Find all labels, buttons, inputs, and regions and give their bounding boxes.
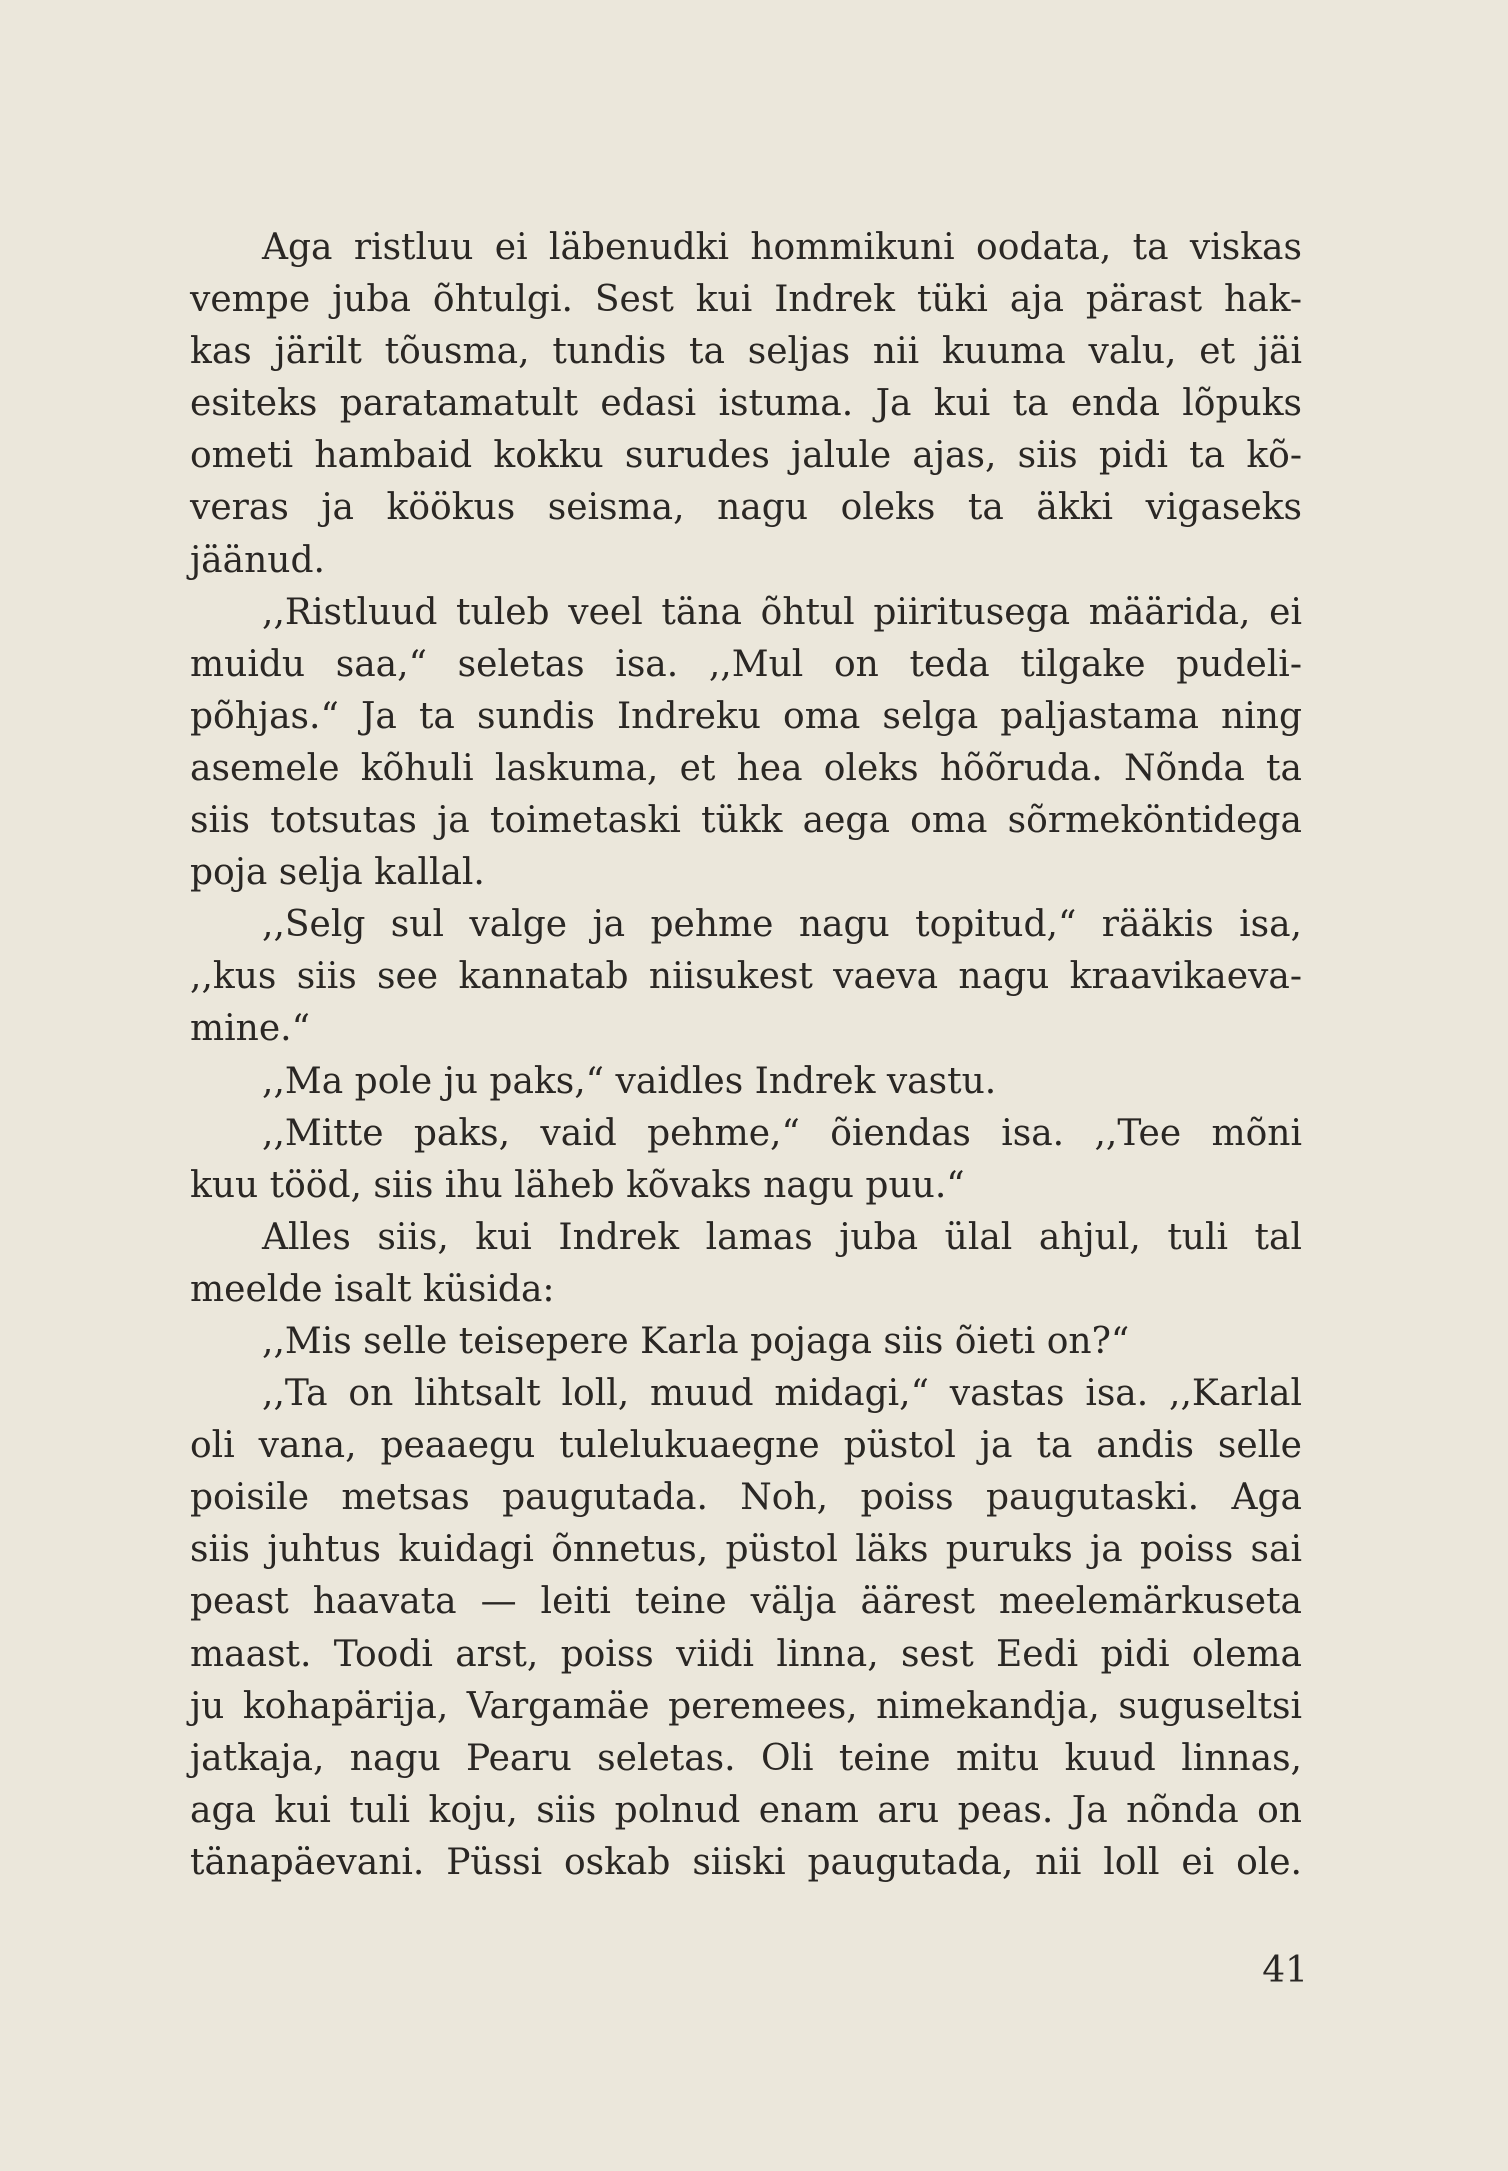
text-line: esiteks paratamatult edasi istuma. Ja kui ta enda lõpuks xyxy=(190,383,1302,425)
text-line: asemele kõhuli laskuma, et hea oleks hõõruda. Nõnda ta xyxy=(190,747,1302,789)
text-line: poisile metsas paugutada. Noh, poiss paugutaski. Aga xyxy=(190,1477,1302,1519)
text-line: ,,Selg sul valge ja pehme nagu topitud,“ rääkis isa, xyxy=(262,904,1302,946)
text-line: kas järilt tõusma, tundis ta seljas nii kuuma valu, et jäi xyxy=(190,331,1302,373)
text-line: ,,Mitte paks, vaid pehme,“ õiendas isa. ,,Tee mõni xyxy=(262,1112,1302,1154)
text-line: jatkaja, nagu Pearu seletas. Oli teine mitu kuud linnas, xyxy=(190,1737,1302,1779)
text-line: poja selja kallal. xyxy=(190,852,485,894)
text-line: peast haavata — leiti teine välja äärest meelemärkuseta xyxy=(190,1581,1302,1623)
text-line: tänapäevani. Püssi oskab siiski paugutada, nii loll ei ole. xyxy=(190,1841,1302,1883)
text-line: oli vana, peaaegu tulelukuaegne püstol ja ta andis selle xyxy=(190,1425,1302,1467)
page-number: 41 xyxy=(1262,1950,1308,1991)
body-text xyxy=(190,222,1302,1889)
text-line: ometi hambaid kokku surudes jalule ajas, siis pidi ta kõ- xyxy=(190,435,1302,477)
text-line: Alles siis, kui Indrek lamas juba ülal ahjul, tuli tal xyxy=(262,1216,1302,1258)
text-line: ,,Mis selle teisepere Karla pojaga siis õieti on?“ xyxy=(262,1320,1130,1362)
text-line: veras ja köökus seisma, nagu oleks ta äkki vigaseks xyxy=(190,487,1302,529)
text-line: vempe juba õhtulgi. Sest kui Indrek tüki aja pärast hak- xyxy=(190,279,1302,321)
text-line: ,,Ta on lihtsalt loll, muud midagi,“ vastas isa. ,,Karlal xyxy=(262,1373,1302,1415)
text-line: meelde isalt küsida: xyxy=(190,1268,555,1310)
text-line: põhjas.“ Ja ta sundis Indreku oma selga paljastama ning xyxy=(190,695,1302,737)
text-line: muidu saa,“ seletas isa. ,,Mul on teda tilgake pudeli- xyxy=(190,643,1302,685)
text-line: maast. Toodi arst, poiss viidi linna, sest Eedi pidi olema xyxy=(190,1633,1302,1675)
text-line: mine.“ xyxy=(190,1008,310,1050)
text-line: aga kui tuli koju, siis polnud enam aru peas. Ja nõnda on xyxy=(190,1789,1302,1831)
text-line: kuu tööd, siis ihu läheb kõvaks nagu puu.“ xyxy=(190,1164,965,1206)
text-line: siis totsutas ja toimetaski tükk aega oma sõrmeköntidega xyxy=(190,800,1302,842)
text-line: jäänud. xyxy=(190,539,325,581)
text-line: Aga ristluu ei läbenudki hommikuni oodata, ta viskas xyxy=(262,227,1302,268)
text-line: ju kohapärija, Vargamäe peremees, nimekandja, suguseltsi xyxy=(190,1685,1302,1727)
text-line: ,,kus siis see kannatab niisukest vaeva nagu kraavikaeva- xyxy=(190,956,1302,998)
text-line: ,,Ma pole ju paks,“ vaidles Indrek vastu. xyxy=(262,1060,997,1102)
text-line: ,,Ristluud tuleb veel täna õhtul piiritusega määrida, ei xyxy=(262,591,1302,633)
text-line: siis juhtus kuidagi õnnetus, püstol läks puruks ja poiss sai xyxy=(190,1529,1302,1571)
